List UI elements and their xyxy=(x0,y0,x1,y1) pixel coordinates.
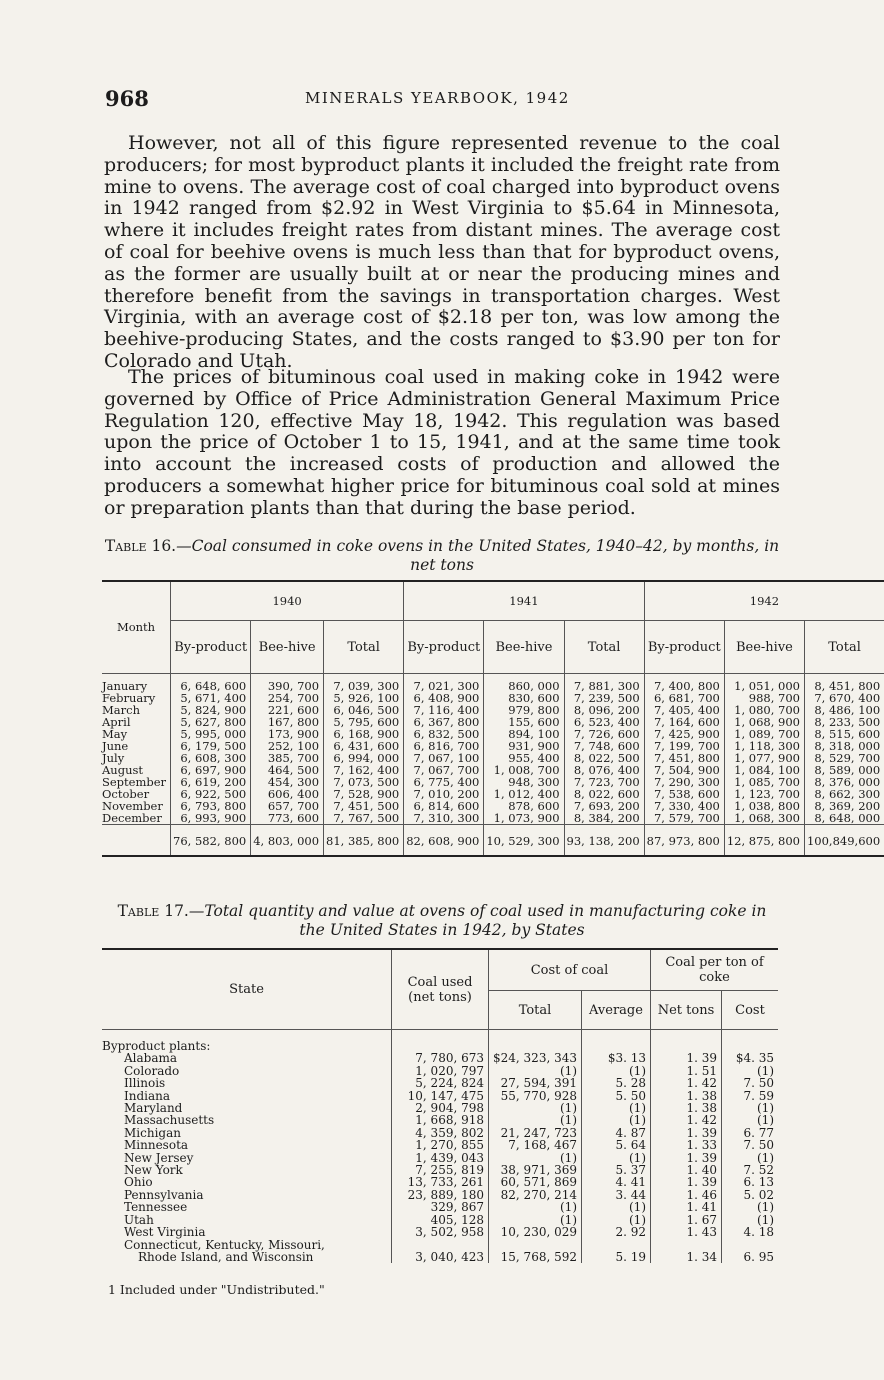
value-cell: 8, 515, 600 xyxy=(804,728,884,740)
group-row xyxy=(102,1030,778,1053)
value-cell: 1, 270, 855 xyxy=(392,1139,489,1151)
empty-cell xyxy=(722,1030,779,1053)
paragraph-1: However, not all of this figure represented revenue to the coal producers; for most byproduct plants it included the freight rate from mine to ovens. The average cost of coal charged into byproduct ovens in 1942 ranged from $2.92 in West Virginia to $5.64 in Minnesota, where it includes freight rates from distant mines. The average cost of coal for beehive ovens is much less than that for byproduct ovens, as the former are usually built at or near the producing mines and therefore benefit from the savings in transportation charges. West Virginia, with an average cost of $2.18 per ton, was low among the beehive-producing States, and the costs ranged to $3.90 per ton for Colorado and Utah. xyxy=(104,132,780,372)
value-cell: 1, 118, 300 xyxy=(724,740,804,752)
value-cell: 7, 504, 900 xyxy=(644,764,724,776)
month-cell: October xyxy=(102,787,150,801)
value-cell: 1, 084, 100 xyxy=(724,764,804,776)
value-cell: 7, 199, 700 xyxy=(644,740,724,752)
value-cell: 1, 089, 700 xyxy=(724,728,804,740)
value-cell: 1, 038, 800 xyxy=(724,800,804,812)
value-cell: (1) xyxy=(489,1201,582,1213)
state-cell: Colorado xyxy=(124,1063,180,1078)
state-cell: New Jersey xyxy=(124,1150,194,1165)
value-cell: 13, 733, 261 xyxy=(392,1176,489,1188)
value-cell: 10, 230, 029 xyxy=(489,1226,582,1238)
table17-title: —Total quantity and value at ovens of coal used in manufacturing coke in the United States in 1942, by States xyxy=(188,902,767,939)
value-cell: $4. 35 xyxy=(722,1052,779,1064)
value-cell: 988, 700 xyxy=(724,692,804,704)
value-cell: 6. 95 xyxy=(722,1251,779,1263)
value-cell: 5. 28 xyxy=(582,1077,651,1089)
empty-cell xyxy=(489,1030,582,1053)
value-cell: 3. 44 xyxy=(582,1189,651,1201)
value-cell: 6, 814, 600 xyxy=(404,800,484,812)
empty-cell xyxy=(582,1030,651,1053)
value-cell: 1. 43 xyxy=(651,1226,722,1238)
value-cell: 1, 020, 797 xyxy=(392,1065,489,1077)
value-cell: 4. 41 xyxy=(582,1176,651,1188)
table-row xyxy=(102,1139,778,1151)
value-cell: 1, 080, 700 xyxy=(724,704,804,716)
value-cell: 55, 770, 928 xyxy=(489,1090,582,1102)
value-cell: 1, 012, 400 xyxy=(484,788,564,800)
value-cell: 6, 408, 900 xyxy=(404,692,484,704)
value-cell: 6. 77 xyxy=(722,1127,779,1139)
col-header: By-product xyxy=(404,621,484,674)
table16-label: Table 16. xyxy=(104,537,177,555)
value-cell: 2. 92 xyxy=(582,1226,651,1238)
month-cell: December xyxy=(102,811,162,825)
value-cell: 173, 900 xyxy=(251,728,324,740)
month-cell: May xyxy=(102,727,128,741)
value-cell: (1) xyxy=(489,1152,582,1164)
cost-header: Cost xyxy=(722,991,779,1030)
value-cell: 464, 500 xyxy=(251,764,324,776)
value-cell: 6, 681, 700 xyxy=(644,692,724,704)
value-cell: 21, 247, 723 xyxy=(489,1127,582,1139)
value-cell: 7. 52 xyxy=(722,1164,779,1176)
value-cell: 8, 648, 000 xyxy=(804,812,884,825)
state-cell: Illinois xyxy=(124,1076,166,1091)
group-label: Byproduct plants: xyxy=(102,1030,392,1053)
value-cell: 8, 096, 200 xyxy=(564,704,644,716)
table-row xyxy=(102,1201,778,1213)
month-cell: July xyxy=(102,751,125,765)
value-cell: 8, 022, 600 xyxy=(564,788,644,800)
value-cell: 5, 995, 000 xyxy=(171,728,251,740)
total-cell: 12, 875, 800 xyxy=(724,825,804,857)
value-cell: 8, 384, 200 xyxy=(564,812,644,825)
value-cell: 1. 39 xyxy=(651,1052,722,1064)
empty-cell xyxy=(651,1030,722,1053)
table-row xyxy=(102,1052,778,1064)
table-row xyxy=(102,1114,778,1126)
value-cell: 931, 900 xyxy=(484,740,564,752)
value-cell: 7, 451, 800 xyxy=(644,752,724,764)
value-cell: 8, 233, 500 xyxy=(804,716,884,728)
month-cell: February xyxy=(102,691,156,705)
state-cell: Ohio xyxy=(124,1175,153,1190)
value-cell: 830, 600 xyxy=(484,692,564,704)
value-cell: 10, 147, 475 xyxy=(392,1090,489,1102)
value-cell: (1) xyxy=(582,1114,651,1126)
value-cell: 7, 255, 819 xyxy=(392,1164,489,1176)
value-cell: 7, 405, 400 xyxy=(644,704,724,716)
value-cell: 5. 50 xyxy=(582,1090,651,1102)
value-cell: 7. 50 xyxy=(722,1139,779,1151)
table-row xyxy=(102,674,884,693)
value-cell: 7, 780, 673 xyxy=(392,1052,489,1064)
value-cell: 6, 994, 000 xyxy=(324,752,404,764)
value-cell: 6, 775, 400 xyxy=(404,776,484,788)
value-cell: 82, 270, 214 xyxy=(489,1189,582,1201)
value-cell: 60, 571, 869 xyxy=(489,1176,582,1188)
value-cell: 7, 021, 300 xyxy=(404,674,484,693)
value-cell: 8, 369, 200 xyxy=(804,800,884,812)
value-cell: 6, 816, 700 xyxy=(404,740,484,752)
page-number: 968 xyxy=(105,86,149,111)
month-cell: September xyxy=(102,775,167,789)
table17-label: Table 17. xyxy=(117,902,189,920)
value-cell: 657, 700 xyxy=(251,800,324,812)
value-cell: 7, 538, 600 xyxy=(644,788,724,800)
state-cell: New York xyxy=(124,1163,183,1178)
value-cell: 5, 926, 100 xyxy=(324,692,404,704)
value-cell: (1) xyxy=(722,1065,779,1077)
value-cell: 6, 619, 200 xyxy=(171,776,251,788)
table16-title: —Coal consumed in coke ovens in the United States, 1940–42, by months, in net tons xyxy=(176,537,780,574)
table-row xyxy=(102,1251,778,1263)
value-cell: 7. 50 xyxy=(722,1077,779,1089)
state-cell: Michigan xyxy=(124,1125,181,1140)
value-cell: 6, 168, 900 xyxy=(324,728,404,740)
value-cell: 7, 330, 400 xyxy=(644,800,724,812)
total-cell: 81, 385, 800 xyxy=(324,825,404,857)
value-cell: 1, 085, 700 xyxy=(724,776,804,788)
value-cell: 7, 451, 500 xyxy=(324,800,404,812)
state-header: State xyxy=(102,949,392,1030)
value-cell: 7, 670, 400 xyxy=(804,692,884,704)
month-cell: June xyxy=(102,739,129,753)
value-cell: (1) xyxy=(582,1152,651,1164)
col-header: Bee-hive xyxy=(484,621,564,674)
value-cell: 7, 073, 500 xyxy=(324,776,404,788)
value-cell: 1. 38 xyxy=(651,1102,722,1114)
state-cell: Minnesota xyxy=(124,1138,189,1153)
value-cell: 894, 100 xyxy=(484,728,564,740)
value-cell: 7, 239, 500 xyxy=(564,692,644,704)
table-17 xyxy=(102,948,778,1263)
value-cell: 7, 579, 700 xyxy=(644,812,724,825)
value-cell: 8, 376, 000 xyxy=(804,776,884,788)
value-cell: 1, 051, 000 xyxy=(724,674,804,693)
col-header: Total xyxy=(324,621,404,674)
value-cell: (1) xyxy=(582,1201,651,1213)
value-cell: (1) xyxy=(489,1114,582,1126)
value-cell: 1. 42 xyxy=(651,1114,722,1126)
value-cell: 7, 067, 700 xyxy=(404,764,484,776)
value-cell: (1) xyxy=(722,1152,779,1164)
value-cell: 1, 668, 918 xyxy=(392,1114,489,1126)
value-cell: 1. 41 xyxy=(651,1201,722,1213)
value-cell: 7, 723, 700 xyxy=(564,776,644,788)
value-cell: 8, 022, 500 xyxy=(564,752,644,764)
value-cell: 7, 162, 400 xyxy=(324,764,404,776)
value-cell: (1) xyxy=(489,1065,582,1077)
value-cell: (1) xyxy=(582,1065,651,1077)
value-cell: 6, 793, 800 xyxy=(171,800,251,812)
table17-caption xyxy=(104,902,780,940)
month-header: Month xyxy=(102,581,171,674)
value-cell: 6, 697, 900 xyxy=(171,764,251,776)
value-cell: 8, 318, 000 xyxy=(804,740,884,752)
month-cell: March xyxy=(102,703,140,717)
state-cell: Alabama xyxy=(124,1051,178,1066)
value-cell: 1. 33 xyxy=(651,1139,722,1151)
value-cell: 6, 179, 500 xyxy=(171,740,251,752)
month-cell: April xyxy=(102,715,131,729)
value-cell: 23, 889, 180 xyxy=(392,1189,489,1201)
value-cell: 6. 13 xyxy=(722,1176,779,1188)
value-cell: 606, 400 xyxy=(251,788,324,800)
value-cell: 6, 648, 600 xyxy=(171,674,251,693)
value-cell: 8, 662, 300 xyxy=(804,788,884,800)
total-cell: 87, 973, 800 xyxy=(644,825,724,857)
value-cell: (1) xyxy=(722,1114,779,1126)
value-cell: 252, 100 xyxy=(251,740,324,752)
state-cell: Massachusetts xyxy=(124,1113,215,1128)
value-cell: (1) xyxy=(582,1214,651,1226)
value-cell: 1. 38 xyxy=(651,1090,722,1102)
value-cell: 1. 46 xyxy=(651,1189,722,1201)
table-row xyxy=(102,1226,778,1238)
value-cell: 38, 971, 369 xyxy=(489,1164,582,1176)
value-cell: 7, 310, 300 xyxy=(404,812,484,825)
value-cell: 5. 02 xyxy=(722,1189,779,1201)
value-cell: (1) xyxy=(722,1201,779,1213)
state-cell: West Virginia xyxy=(124,1225,206,1240)
value-cell: 773, 600 xyxy=(251,812,324,825)
value-cell: 7, 116, 400 xyxy=(404,704,484,716)
value-cell: 8, 486, 100 xyxy=(804,704,884,716)
value-cell: 1. 39 xyxy=(651,1127,722,1139)
value-cell: 1. 34 xyxy=(651,1251,722,1263)
net-tons-header: Net tons xyxy=(651,991,722,1030)
month-cell: January xyxy=(102,674,171,693)
value-cell: 1. 40 xyxy=(651,1164,722,1176)
col-header: Total xyxy=(804,621,884,674)
value-cell: 1. 39 xyxy=(651,1176,722,1188)
value-cell: $3. 13 xyxy=(582,1052,651,1064)
table-row xyxy=(102,1077,778,1089)
value-cell: 6, 046, 500 xyxy=(324,704,404,716)
value-cell: 7, 168, 467 xyxy=(489,1139,582,1151)
value-cell: 405, 128 xyxy=(392,1214,489,1226)
total-cell: 4, 803, 000 xyxy=(251,825,324,857)
year-header: 1940 xyxy=(171,581,404,621)
col-header: By-product xyxy=(171,621,251,674)
value-cell: 948, 300 xyxy=(484,776,564,788)
value-cell: 1, 073, 900 xyxy=(484,812,564,825)
value-cell: 6, 431, 600 xyxy=(324,740,404,752)
value-cell: 860, 000 xyxy=(484,674,564,693)
total-cell: 76, 582, 800 xyxy=(171,825,251,857)
table-row xyxy=(102,812,884,825)
value-cell: (1) xyxy=(722,1214,779,1226)
table16-caption xyxy=(104,537,780,575)
col-header: Bee-hive xyxy=(251,621,324,674)
value-cell: 6, 367, 800 xyxy=(404,716,484,728)
value-cell: 5, 795, 600 xyxy=(324,716,404,728)
year-header: 1942 xyxy=(644,581,884,621)
value-cell: 7, 010, 200 xyxy=(404,788,484,800)
value-cell: 5. 37 xyxy=(582,1164,651,1176)
value-cell: 8, 451, 800 xyxy=(804,674,884,693)
col-header: Total xyxy=(564,621,644,674)
value-cell: 5, 627, 800 xyxy=(171,716,251,728)
value-cell: 167, 800 xyxy=(251,716,324,728)
value-cell: 7. 59 xyxy=(722,1090,779,1102)
value-cell: 8, 589, 000 xyxy=(804,764,884,776)
value-cell: 7, 528, 900 xyxy=(324,788,404,800)
value-cell: 1. 51 xyxy=(651,1065,722,1077)
table-16 xyxy=(102,580,884,857)
value-cell: 15, 768, 592 xyxy=(489,1251,582,1263)
value-cell: 155, 600 xyxy=(484,716,564,728)
value-cell: 878, 600 xyxy=(484,800,564,812)
total-label-cell xyxy=(102,825,171,857)
value-cell: (1) xyxy=(722,1102,779,1114)
value-cell: 1. 39 xyxy=(651,1152,722,1164)
value-cell: 454, 300 xyxy=(251,776,324,788)
value-cell: 1. 42 xyxy=(651,1077,722,1089)
total-cell: 10, 529, 300 xyxy=(484,825,564,857)
value-cell: 8, 076, 400 xyxy=(564,764,644,776)
per-ton-header: Coal per ton of coke xyxy=(651,949,779,991)
month-cell: August xyxy=(102,763,144,777)
value-cell: 1, 123, 700 xyxy=(724,788,804,800)
value-cell: 7, 881, 300 xyxy=(564,674,644,693)
value-cell: 7, 290, 300 xyxy=(644,776,724,788)
empty-cell xyxy=(392,1030,489,1053)
total-header: Total xyxy=(489,991,582,1030)
paragraph-2: The prices of bituminous coal used in making coke in 1942 were governed by Office of Price Administration General Maximum Price Regulation 120, effective May 18, 1942. This regulation was based upon the price of October 1 to 15, 1941, and at the same time took into account the increased costs of production and allowed the producers a somewhat higher price for bituminous coal sold at mines or preparation plants than that during the base period. xyxy=(104,366,780,519)
value-cell: (1) xyxy=(582,1102,651,1114)
average-header: Average xyxy=(582,991,651,1030)
value-cell: 390, 700 xyxy=(251,674,324,693)
value-cell: 7, 693, 200 xyxy=(564,800,644,812)
value-cell: 1, 077, 900 xyxy=(724,752,804,764)
value-cell: 4. 18 xyxy=(722,1226,779,1238)
state-cell: Maryland xyxy=(124,1101,183,1116)
value-cell: 5, 671, 400 xyxy=(171,692,251,704)
value-cell: 7, 767, 500 xyxy=(324,812,404,825)
value-cell: 5. 64 xyxy=(582,1139,651,1151)
state-cell: Indiana xyxy=(124,1088,171,1103)
state-cell: Utah xyxy=(124,1212,154,1227)
value-cell: 7, 726, 600 xyxy=(564,728,644,740)
value-cell: 254, 700 xyxy=(251,692,324,704)
month-cell: November xyxy=(102,799,163,813)
total-row xyxy=(102,825,884,857)
footnote: 1 Included under "Undistributed." xyxy=(108,1282,325,1297)
value-cell: 1, 008, 700 xyxy=(484,764,564,776)
state-cell: Connecticut, Kentucky, Missouri, xyxy=(124,1237,325,1252)
value-cell: 1, 439, 043 xyxy=(392,1152,489,1164)
value-cell: 27, 594, 391 xyxy=(489,1077,582,1089)
value-cell: 5, 224, 824 xyxy=(392,1077,489,1089)
value-cell: 1, 068, 900 xyxy=(724,716,804,728)
value-cell: 7, 400, 800 xyxy=(644,674,724,693)
value-cell: 7, 039, 300 xyxy=(324,674,404,693)
value-cell: 1. 67 xyxy=(651,1214,722,1226)
total-cell: 93, 138, 200 xyxy=(564,825,644,857)
value-cell: $24, 323, 343 xyxy=(489,1052,582,1064)
value-cell: 6, 993, 900 xyxy=(171,812,251,825)
value-cell: 955, 400 xyxy=(484,752,564,764)
value-cell: 329, 867 xyxy=(392,1201,489,1213)
total-cell: 82, 608, 900 xyxy=(404,825,484,857)
value-cell: (1) xyxy=(489,1102,582,1114)
state-cell: Pennsylvania xyxy=(124,1187,204,1202)
value-cell: 6, 608, 300 xyxy=(171,752,251,764)
col-header: Bee-hive xyxy=(724,621,804,674)
page-header xyxy=(105,86,780,112)
table-row xyxy=(102,1176,778,1188)
col-header: By-product xyxy=(644,621,724,674)
value-cell: 4. 87 xyxy=(582,1127,651,1139)
total-cell: 100,849,600 xyxy=(804,825,884,857)
value-cell: 221, 600 xyxy=(251,704,324,716)
value-cell: 385, 700 xyxy=(251,752,324,764)
value-cell: 3, 502, 958 xyxy=(392,1226,489,1238)
value-cell: 7, 164, 600 xyxy=(644,716,724,728)
value-cell: 6, 922, 500 xyxy=(171,788,251,800)
value-cell: 7, 425, 900 xyxy=(644,728,724,740)
value-cell: 2, 904, 798 xyxy=(392,1102,489,1114)
value-cell: 6, 523, 400 xyxy=(564,716,644,728)
value-cell: 8, 529, 700 xyxy=(804,752,884,764)
running-title: MINERALS YEARBOOK, 1942 xyxy=(305,89,570,107)
cost-of-coal-header: Cost of coal xyxy=(489,949,651,991)
value-cell: (1) xyxy=(489,1214,582,1226)
value-cell: 3, 040, 423 xyxy=(392,1251,489,1263)
value-cell: 6, 832, 500 xyxy=(404,728,484,740)
value-cell: 979, 800 xyxy=(484,704,564,716)
value-cell: 5, 824, 900 xyxy=(171,704,251,716)
value-cell: 4, 359, 802 xyxy=(392,1127,489,1139)
value-cell: 7, 067, 100 xyxy=(404,752,484,764)
value-cell: 5. 19 xyxy=(582,1251,651,1263)
state-cell: Rhode Island, and Wisconsin xyxy=(138,1249,314,1264)
value-cell: 7, 748, 600 xyxy=(564,740,644,752)
coal-used-header: Coal used (net tons) xyxy=(392,949,489,1030)
year-header: 1941 xyxy=(404,581,644,621)
value-cell: 1, 068, 300 xyxy=(724,812,804,825)
state-cell: Tennessee xyxy=(124,1200,188,1215)
